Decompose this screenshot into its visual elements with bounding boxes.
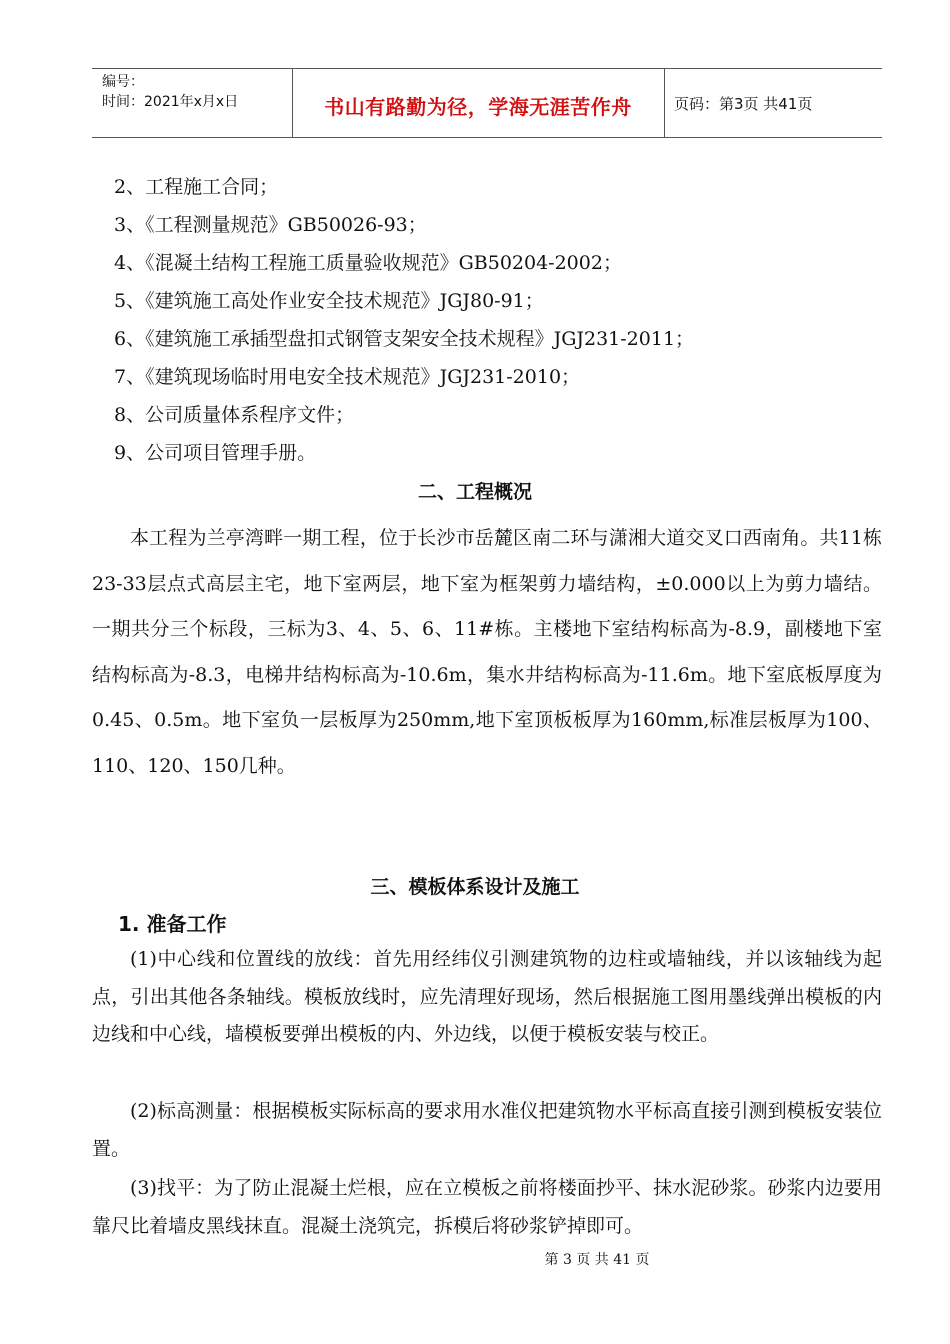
header-page-label: 页码：第3页 共41页 <box>674 95 813 113</box>
section-title: 二、工程概况 <box>417 481 532 503</box>
preparation-item: (3)找平：为了防止混凝土烂根，应在立模板之前将楼面抄平、抹水泥砂浆。砂浆内边要用靠尺比着墙皮黑线抹直。混凝土浇筑完，拆模后将砂浆铲掉即可。 <box>92 1177 882 1237</box>
preparation-item: (2)标高测量：根据模板实际标高的要求用水准仪把建筑物水平标高直接引测到模板安装位置。 <box>92 1100 882 1160</box>
project-overview-paragraph: 本工程为兰亭湾畔一期工程，位于长沙市岳麓区南二环与潇湘大道交叉口西南角。共11栋23-33层点式高层主宅，地下室两层，地下室为框架剪力墙结构，±0.000以上为剪力墙结。一期共分三个标段，三标为3、4、5、6、11#栋。主楼地下室结构标高为-8.9，副楼地下室结构标高为-8.3，电梯井结构标高为-10.6m，集水井结构标高为-11.6m。地下室底板厚度为0.45、0.5m。地下室负一层板厚为250mm,地下室顶板板厚为160mm,标准层板厚为100、110、120、150几种。 <box>92 527 882 777</box>
header-motto: 书山有路勤为径，学海无涯苦作舟 <box>324 95 632 119</box>
reference-item: 7、《建筑现场临时用电安全技术规范》JGJ231-2010； <box>114 366 581 388</box>
reference-item: 2、工程施工合同； <box>114 176 279 198</box>
header-meta-cell <box>92 69 293 137</box>
header-page-cell <box>664 69 882 137</box>
reference-item: 3、《工程测量规范》GB50026-93； <box>114 214 427 236</box>
page-header <box>92 68 882 138</box>
reference-item: 9、公司项目管理手册。 <box>114 442 317 464</box>
document-number-label: 编号： <box>102 74 144 90</box>
document-time-label: 时间：2021年x月x日 <box>102 94 239 110</box>
page-footer: 第 3 页 共 41 页 <box>544 1252 650 1268</box>
subsection-title: 1. 准备工作 <box>118 912 227 936</box>
reference-item: 5、《建筑施工高处作业安全技术规范》JGJ80-91； <box>114 290 544 312</box>
reference-item: 6、《建筑施工承插型盘扣式钢管支架安全技术规程》JGJ231-2011； <box>114 328 695 350</box>
reference-item: 4、《混凝土结构工程施工质量验收规范》GB50204-2002； <box>114 252 622 274</box>
section-title: 三、模板体系设计及施工 <box>370 876 580 898</box>
header-motto-cell <box>292 69 665 137</box>
reference-item: 8、公司质量体系程序文件； <box>114 404 355 426</box>
preparation-item: (1)中心线和位置线的放线：首先用经纬仪引测建筑物的边柱或墙轴线，并以该轴线为起点，引出其他各条轴线。模板放线时，应先清理好现场，然后根据施工图用墨线弹出模板的内边线和中心线，墙模板要弹出模板的内、外边线，以便于模板安装与校正。 <box>92 948 882 1045</box>
